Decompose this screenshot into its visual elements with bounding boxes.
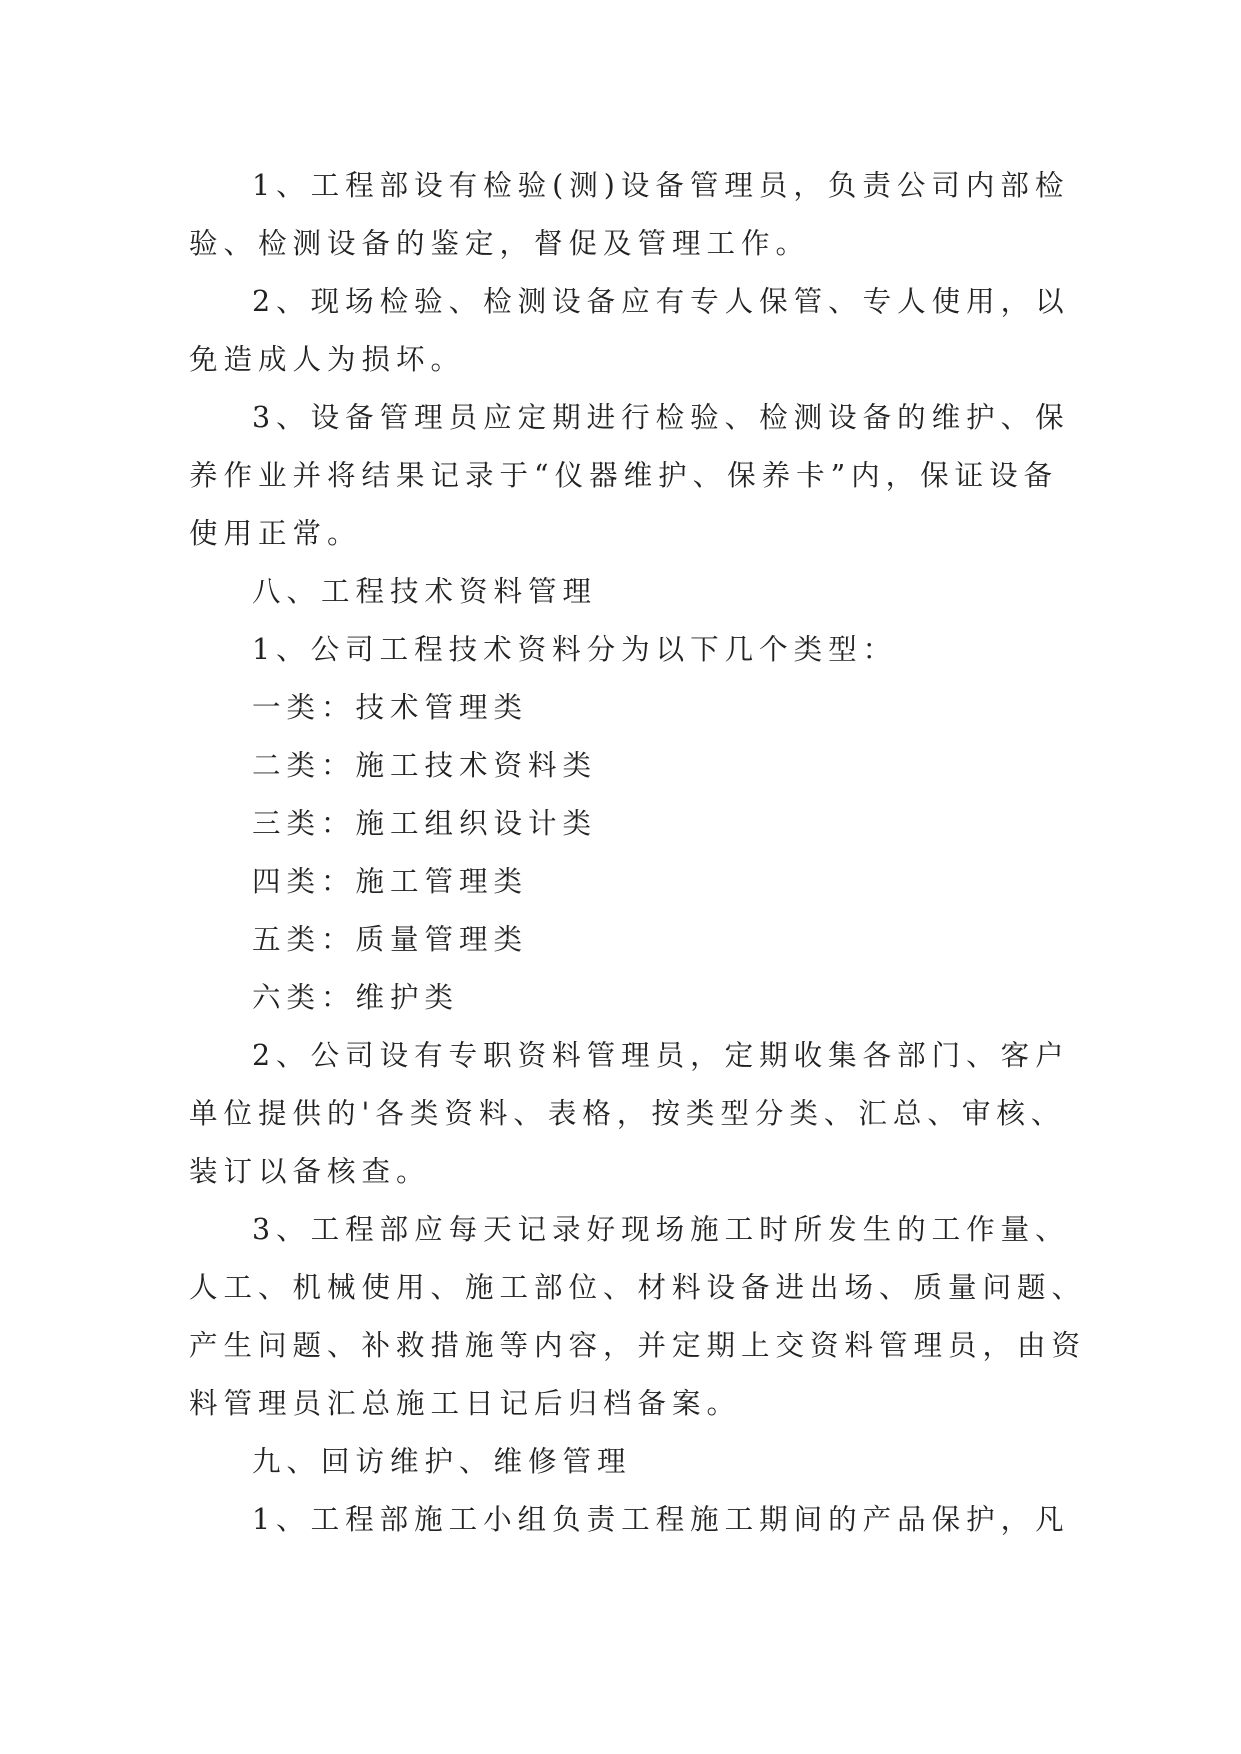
category-item: 二类：施工技术资料类 bbox=[252, 749, 598, 782]
paragraph-line: 免造成人为损坏。 bbox=[189, 343, 466, 376]
paragraph-line: 使用正常。 bbox=[189, 517, 362, 550]
paragraph-line: 1、公司工程技术资料分为以下几个类型： bbox=[252, 633, 898, 666]
paragraph-line: 1、工程部设有检验(测)设备管理员，负责公司内部检 bbox=[252, 169, 1070, 202]
document-body bbox=[189, 157, 1087, 1549]
paragraph-line: 料管理员汇总施工日记后归档备案。 bbox=[189, 1387, 742, 1420]
section-heading: 八、工程技术资料管理 bbox=[252, 575, 598, 608]
section-heading: 九、回访维护、维修管理 bbox=[252, 1445, 632, 1478]
paragraph-line: 装订以备核查。 bbox=[189, 1155, 431, 1188]
paragraph-line: 养作业并将结果记录于“仪器维护、保养卡”内，保证设备 bbox=[189, 459, 1059, 492]
category-item: 四类：施工管理类 bbox=[252, 865, 529, 898]
paragraph-line: 产生问题、补救措施等内容，并定期上交资料管理员，由资 bbox=[189, 1329, 1087, 1362]
paragraph-line: 人工、机械使用、施工部位、材料设备进出场、质量问题、 bbox=[189, 1271, 1087, 1304]
category-item: 五类：质量管理类 bbox=[252, 923, 529, 956]
paragraph-line: 单位提供的'各类资料、表格，按类型分类、汇总、审核、 bbox=[189, 1097, 1066, 1130]
category-item: 三类：施工组织设计类 bbox=[252, 807, 598, 840]
paragraph-line: 3、工程部应每天记录好现场施工时所发生的工作量、 bbox=[252, 1213, 1070, 1246]
paragraph-line: 1、工程部施工小组负责工程施工期间的产品保护，凡 bbox=[252, 1503, 1070, 1536]
category-item: 一类：技术管理类 bbox=[252, 691, 529, 724]
paragraph-line: 3、设备管理员应定期进行检验、检测设备的维护、保 bbox=[252, 401, 1070, 434]
paragraph-line: 2、公司设有专职资料管理员，定期收集各部门、客户 bbox=[252, 1039, 1070, 1072]
paragraph-line: 验、检测设备的鉴定，督促及管理工作。 bbox=[189, 227, 811, 260]
paragraph-line: 2、现场检验、检测设备应有专人保管、专人使用，以 bbox=[252, 285, 1070, 318]
category-item: 六类：维护类 bbox=[252, 981, 460, 1014]
